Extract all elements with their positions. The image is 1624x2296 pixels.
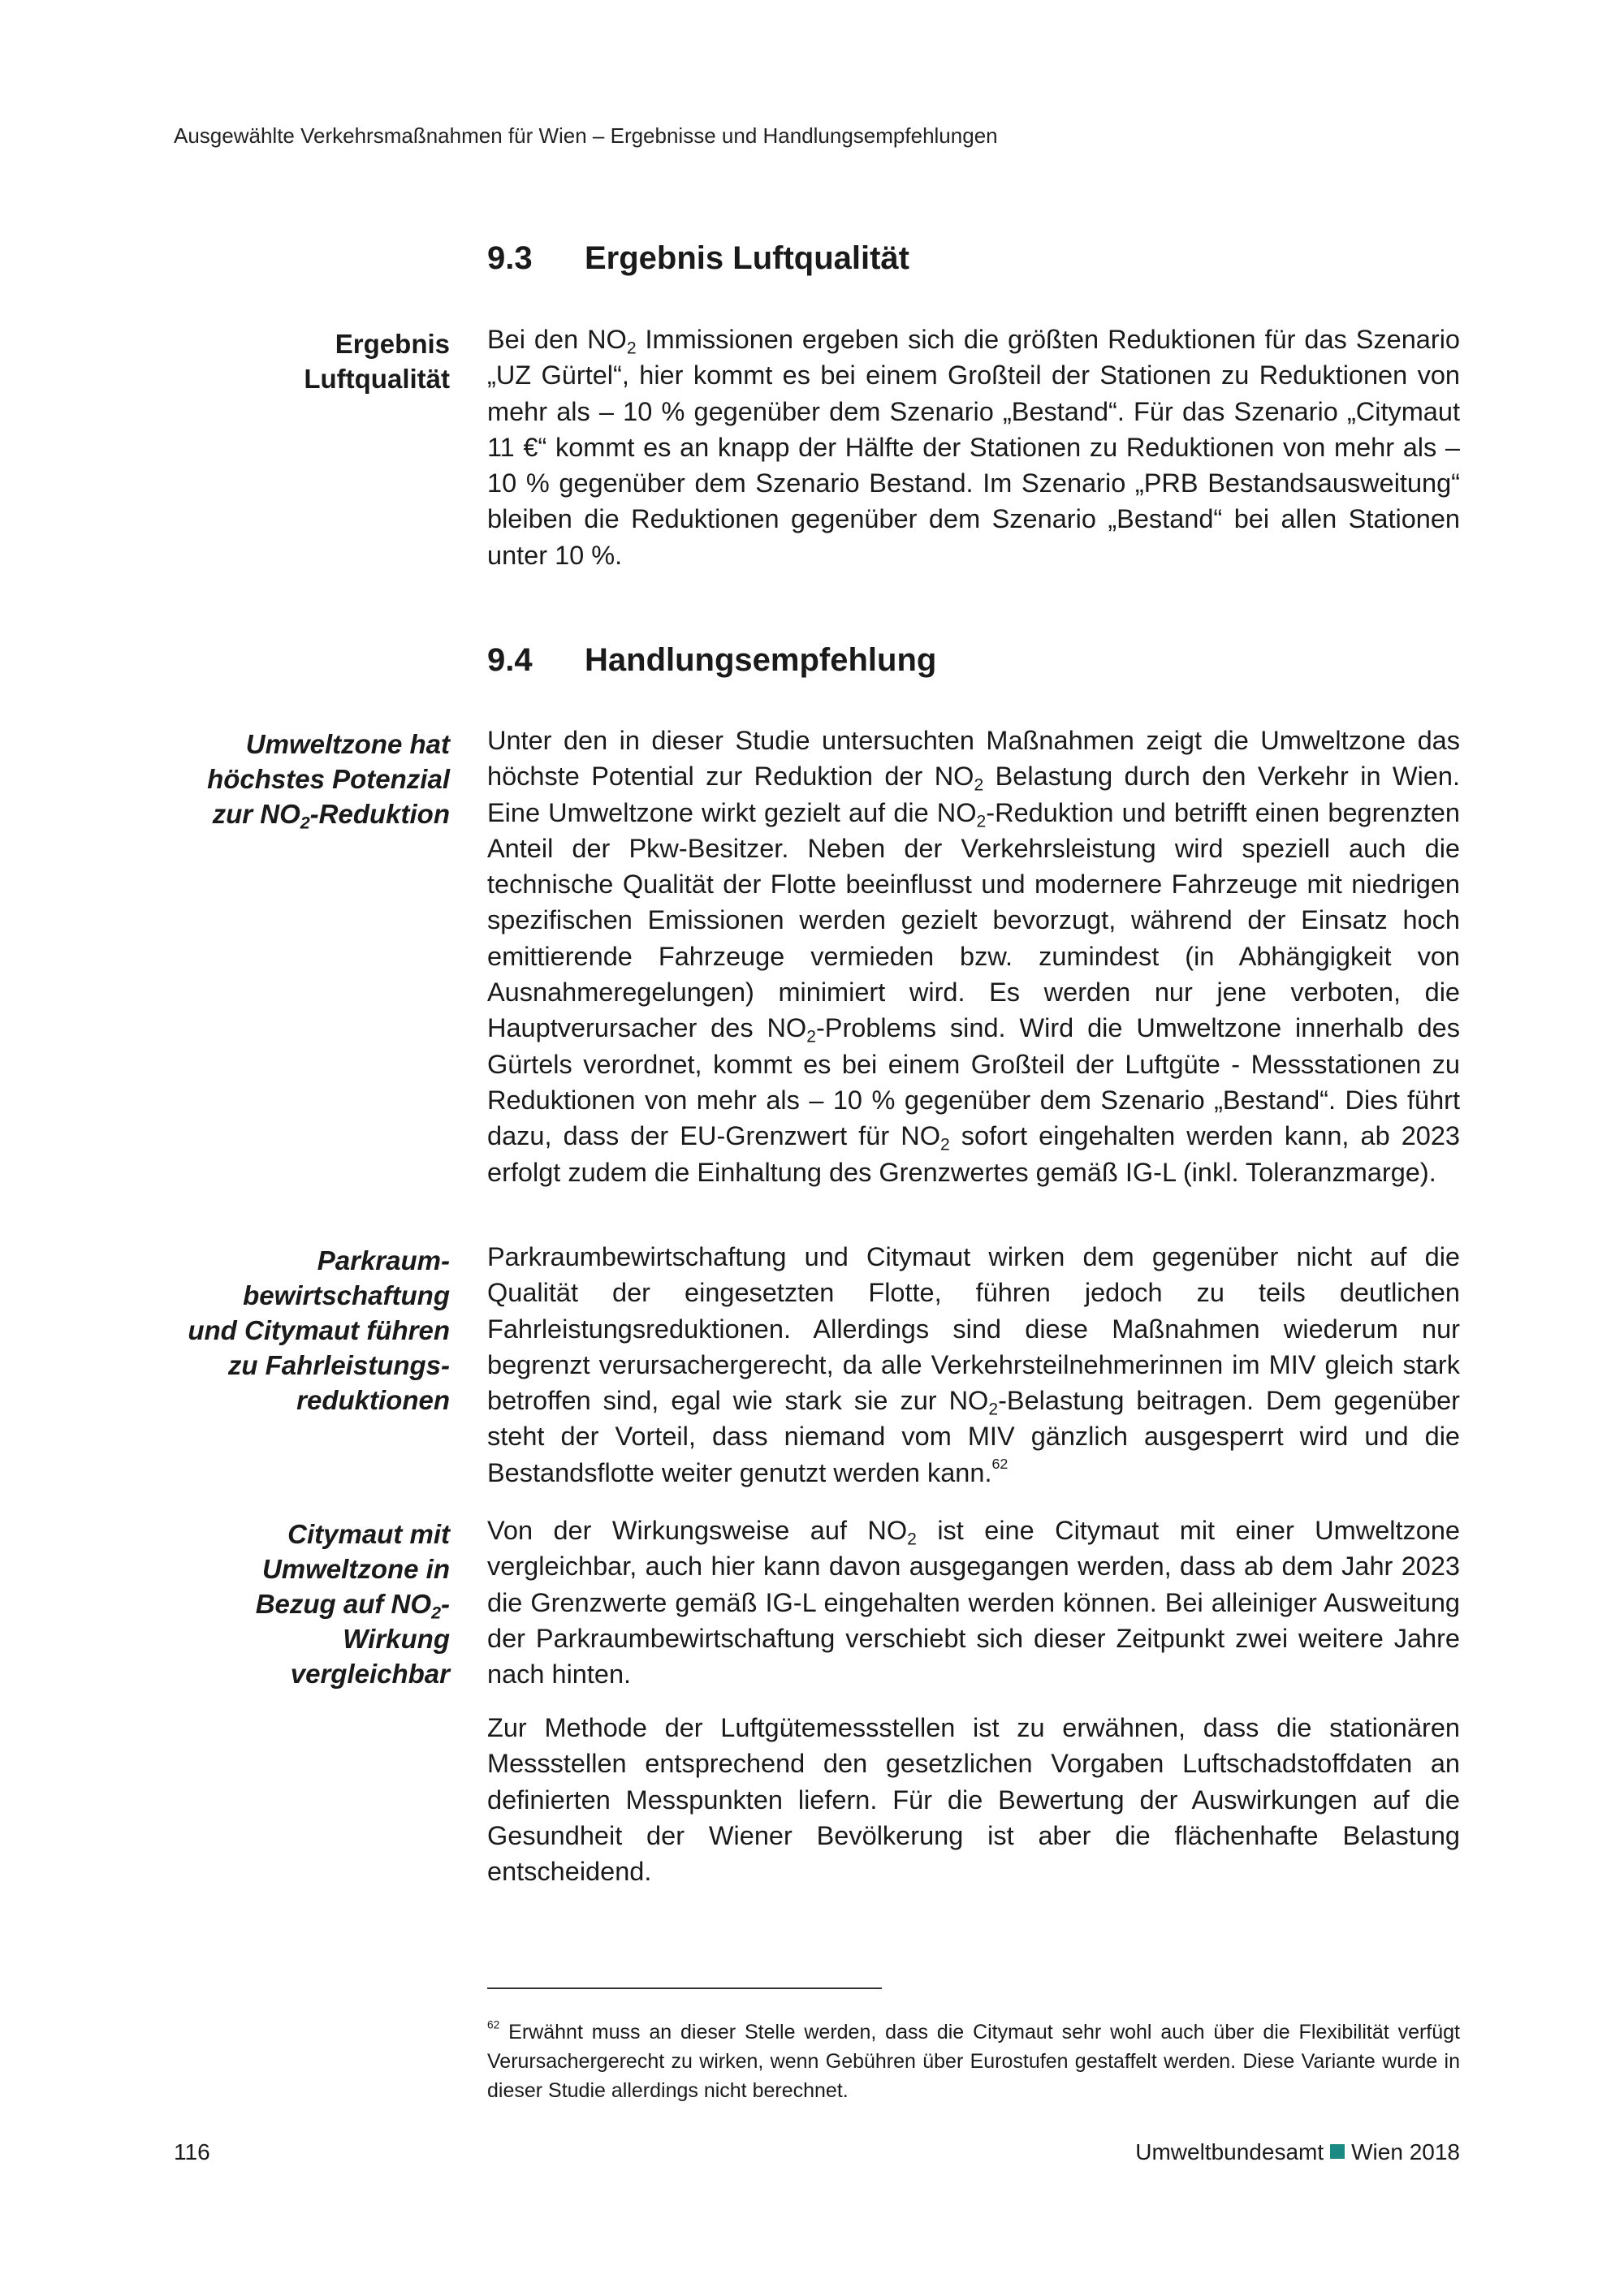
publisher-line [1135, 2139, 1460, 2165]
paragraph-ergebnis-luftqualitaet [487, 322, 1460, 573]
margin-note-line: Umweltzone hat [245, 729, 450, 759]
margin-note-line: zu Fahrleistungs- [227, 1350, 450, 1380]
margin-note-line: Umweltzone in [261, 1554, 450, 1584]
text-run: -Reduktion und betrifft einen begrenzten Anteil der Pkw-Besitzer. Neben der Verkehrsleistung wird speziell auch die technische Qualität der Flotte beeinflusst und modernere Fahrzeuge mit niedrigen spezifischen Emissionen werden gezielt bevorzugt, während der Einsatz hoch emittierende Fahrzeuge vermieden bzw. zumindest (in Abhängigkeit von Ausnahmeregelungen) minimiert wird. Es werden nur jene verboten, die Hauptverursacher des NO [487, 797, 1460, 1043]
margin-note-line: reduktionen [296, 1385, 450, 1415]
footnote [487, 2018, 1460, 2105]
subscript: 2 [806, 1027, 816, 1047]
paragraph-luftguetemessstellen: Zur Methode der Luftgütemessstellen ist zu erwähnen, dass die stationären Messstellen entsprechend den gesetzlichen Vorgaben Luftschadstoffdaten an definierten Messpunkten liefern. Für die Bewertung der Auswirkungen auf die Gesundheit der Wiener Bevölkerung ist aber die flächenhafte Belastung entscheidend. [487, 1713, 1460, 1887]
margin-note-line: Luftqualität [304, 364, 450, 394]
text-run: Bei den NO [487, 325, 627, 354]
text-run: Immissionen ergeben sich die größten Reduktionen für das Szenario „UZ Gürtel“, hier kommt es bei einem Großteil der Stationen zu Reduktionen von mehr als – 10 % gegenüber dem Szenario „Bestand“. Für das Szenario „Citymaut 11 €“ kommt es an knapp der Hälfte der Stationen zu Reduktionen von mehr als –10 % gegenüber dem Szenario Bestand. Im Szenario „PRB Bestandsausweitung“ bleiben die Reduktionen gegenüber dem Szenario „Bestand“ bei allen Stationen unter 10 %. [487, 325, 1460, 570]
subscript: 2 [626, 339, 637, 358]
subscript: 2 [939, 1135, 950, 1154]
margin-note-line [149, 796, 450, 831]
margin-note-line: Parkraum- [317, 1245, 450, 1275]
footnote-divider [487, 1987, 882, 1989]
page-number: 116 [174, 2139, 210, 2164]
text-run: ist eine Citymaut mit einer Umweltzone vergleichbar, auch hier kann davon ausgegangen werden, dass ab dem Jahr 2023 die Grenzwerte gemäß IG-L eingehalten werden können. Bei alleiniger Ausweitung der Parkraumbewirtschaftung verschiebt sich dieser Zeitpunkt zwei weitere Jahre nach hinten. [487, 1516, 1460, 1690]
margin-note-parkraum [149, 1243, 450, 1418]
margin-note-citymaut [149, 1517, 450, 1691]
text-run: sofort eingehalten werden kann, ab 2023 erfolgt zudem die Einhaltung des Grenzwertes gemäß IG-L (inkl. Toleranzmarge). [487, 1121, 1460, 1187]
brand-square-icon [1330, 2144, 1345, 2159]
text-run: -Reduktion [309, 799, 450, 829]
running-header: Ausgewählte Verkehrsmaßnahmen für Wien – Ergebnisse und Handlungsempfehlungen [174, 123, 998, 148]
margin-note-line: Wirkung [343, 1624, 450, 1654]
text-run: -Belastung beitragen. Dem gegenüber steht der Vorteil, dass niemand vom MIV gänzlich ausgesperrt wird und die Bestandsflotte weiter genutzt werden kann. [487, 1386, 1460, 1487]
text-run: - [441, 1589, 450, 1619]
text-run: zur NO [212, 799, 300, 829]
footnote-reference[interactable]: 62 [991, 1455, 1009, 1472]
text-run: Belastung durch den Verkehr in Wien. Eine Umweltzone wirkt gezielt auf die NO [487, 762, 1460, 827]
text-run: Parkraumbewirtschaftung und Citymaut wirken dem gegenüber nicht auf die Qualität der eingesetzten Flotte, führen jedoch zu teils deutlichen Fahrleistungsreduktionen. Allerdings sind diese Maßnahmen wiederum nur begrenzt verursachergerecht, da alle Verkehrsteilnehmerinnen im MIV gleich stark betroffen sind, egal wie stark sie zur NO [487, 1242, 1460, 1416]
text-run: Unter den in dieser Studie untersuchten Maßnahmen zeigt die Umweltzone das höchste Potential zur Reduktion der NO [487, 726, 1460, 792]
section-number: 9.3 [487, 240, 533, 276]
text-run: -Problems sind. Wird die Umweltzone innerhalb des Gürtels verordnet, kommt es bei einem Großteil der Luftgüte - Messstationen zu Reduktionen von mehr als – 10 % gegenüber dem Szenario „Bestand“. Dies führt dazu, dass der EU-Grenzwert für NO [487, 1013, 1460, 1151]
text-run: Von der Wirkungsweise auf NO [487, 1516, 908, 1545]
publisher-name: Umweltbundesamt [1135, 2139, 1324, 2164]
text-run: Bezug auf NO [255, 1589, 432, 1619]
margin-note-ergebnis-luftqualitaet [149, 326, 450, 396]
margin-note-line: höchstes Potenzial [207, 764, 450, 794]
section-title: Handlungsempfehlung [585, 642, 937, 678]
margin-note-line: bewirtschaftung [243, 1280, 450, 1310]
section-heading-9-4 [487, 642, 936, 679]
section-number: 9.4 [487, 642, 533, 678]
subscript: 2 [976, 811, 987, 831]
margin-note-line: Citymaut mit [287, 1519, 450, 1549]
section-heading-9-3 [487, 240, 909, 277]
paragraph-citymaut [487, 1513, 1460, 1692]
margin-note-line: Ergebnis [335, 329, 450, 359]
margin-note-umweltzone [149, 727, 450, 831]
margin-note-line [149, 1586, 450, 1621]
footnote-number: 62 [487, 2018, 500, 2031]
subscript: 2 [988, 1400, 999, 1419]
margin-note-line: und Citymaut führen [188, 1315, 450, 1345]
subscript: 2 [907, 1530, 917, 1549]
place-year: Wien 2018 [1351, 2139, 1460, 2164]
subscript: 2 [431, 1603, 441, 1623]
footnote-text: Erwähnt muss an dieser Stelle werden, dass die Citymaut sehr wohl auch über die Flexibilität verfügt Verursachergerecht zu wirken, wenn Gebühren über Eurostufen gestaffelt werden. Diese Variante wurde in dieser Studie allerdings nicht berechnet. [487, 2021, 1460, 2102]
section-title: Ergebnis Luftqualität [585, 240, 909, 276]
subscript: 2 [300, 813, 310, 833]
subscript: 2 [974, 775, 984, 795]
paragraph-parkraum [487, 1239, 1460, 1491]
margin-note-line: vergleichbar [290, 1659, 450, 1689]
paragraph-umweltzone [487, 723, 1460, 1190]
